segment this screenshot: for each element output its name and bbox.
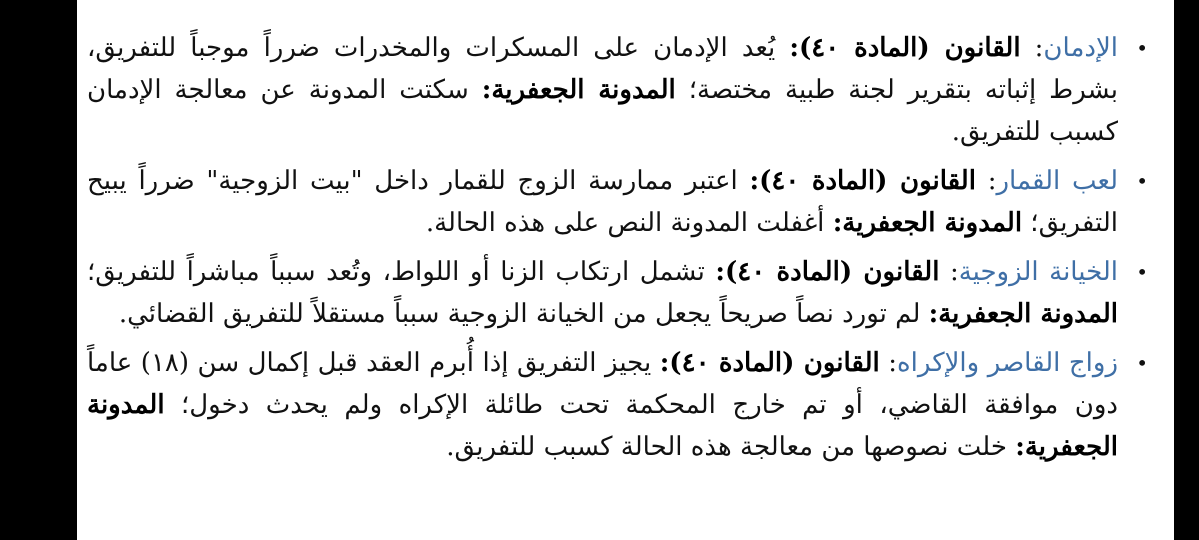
topic-separator: : xyxy=(879,348,898,378)
bullet-list xyxy=(87,27,1156,468)
law-text: تشمل ارتكاب الزنا أو اللواط، وتُعد سبباً مباشراً للتفريق؛ xyxy=(87,257,716,287)
topic-title: لعب القمار xyxy=(996,166,1119,196)
topic-title: زواج القاصر والإكراه xyxy=(897,348,1119,378)
law-label: القانون (المادة ٤٠): xyxy=(659,348,880,378)
document-content xyxy=(87,27,1156,475)
law-label: القانون (المادة ٤٠): xyxy=(715,257,940,287)
bullet-icon: • xyxy=(1136,351,1148,375)
bullet-icon: • xyxy=(1136,36,1148,60)
list-item-gambling xyxy=(87,160,1156,244)
code-text: خلت نصوصها من معالجة هذه الحالة كسبب للتفريق. xyxy=(446,432,1016,462)
topic-title: الخيانة الزوجية xyxy=(958,257,1118,287)
code-text: أغفلت المدونة النص على هذه الحالة. xyxy=(425,208,833,238)
bullet-icon: • xyxy=(1136,260,1148,284)
code-text: سكتت المدونة عن معالجة الإدمان كسبب للتفريق. xyxy=(87,75,1118,147)
law-label: القانون (المادة ٤٠): xyxy=(789,33,1021,63)
law-label: القانون (المادة ٤٠): xyxy=(749,166,976,196)
code-label: المدونة الجعفرية: xyxy=(87,390,1118,462)
law-text: اعتبر ممارسة الزوج للقمار داخل "بيت الزوجية" ضرراً يبيح التفريق؛ xyxy=(87,166,1118,238)
law-text: يجيز التفريق إذا أُبرم العقد قبل إكمال سن (١٨) عاماً دون موافقة القاضي، أو تم خارج المحكمة تحت طائلة الإكراه ولم يحدث دخول؛ xyxy=(87,348,1118,420)
code-text: لم تورد نصاً صريحاً يجعل من الخيانة الزوجية سبباً مستقلاً للتفريق القضائي. xyxy=(118,299,929,329)
topic-title: الإدمان xyxy=(1043,33,1118,63)
topic-separator: : xyxy=(939,257,959,287)
code-label: المدونة الجعفرية: xyxy=(481,75,676,105)
bullet-icon: • xyxy=(1136,169,1148,193)
topic-separator: : xyxy=(975,166,997,196)
code-label: المدونة الجعفرية: xyxy=(928,299,1118,329)
law-text: يُعد الإدمان على المسكرات والمخدرات ضرراً موجباً للتفريق، بشرط إثباته بتقرير لجنة طبية مختصة؛ xyxy=(87,33,1119,105)
list-item-minor-marriage xyxy=(87,342,1156,468)
topic-separator: : xyxy=(1020,33,1044,63)
list-item-addiction xyxy=(87,27,1156,153)
code-label: المدونة الجعفرية: xyxy=(832,208,1023,238)
document-page xyxy=(77,0,1174,540)
list-item-infidelity xyxy=(87,251,1156,335)
